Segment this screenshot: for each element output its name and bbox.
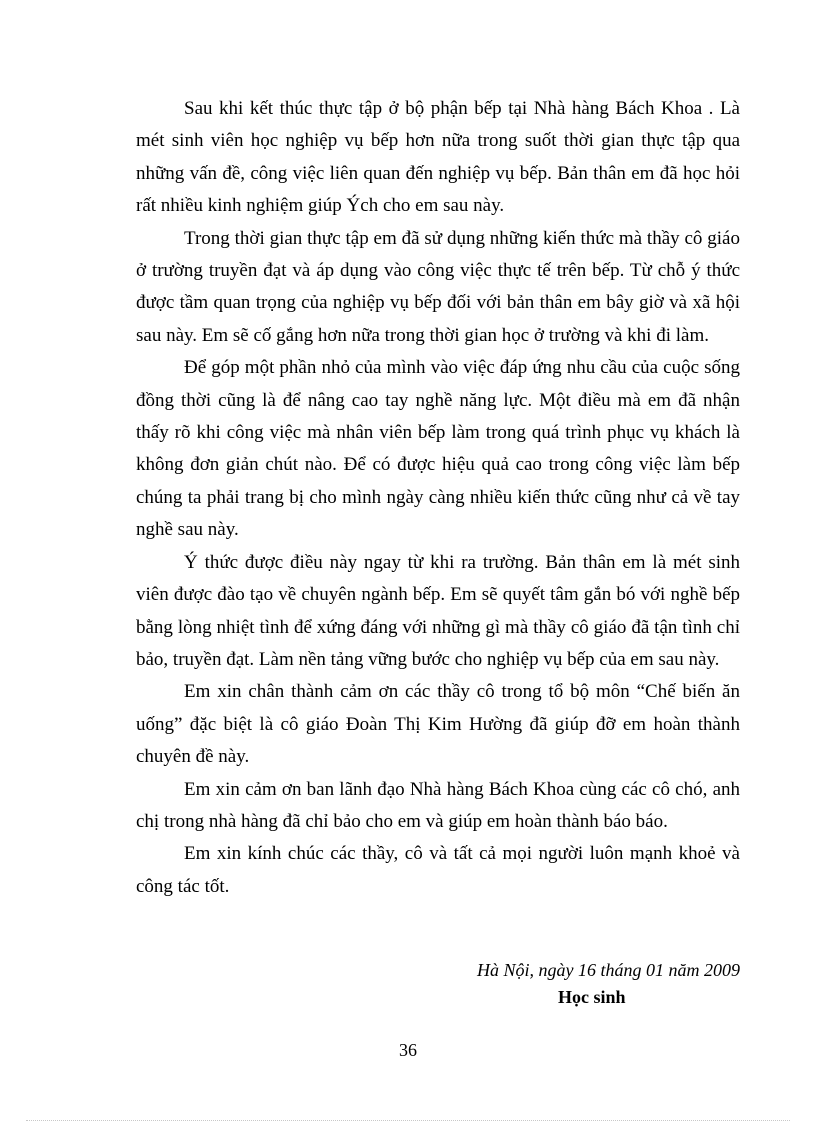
paragraph: Em xin kính chúc các thầy, cô và tất cả mọi người luôn mạnh khoẻ và công tác tốt. xyxy=(136,843,740,897)
page-number: 36 xyxy=(399,1040,417,1060)
paragraph: Trong thời gian thực tập em đã sử dụng những kiến thức mà thầy cô giáo ở trường truyền đạt và áp dụng vào công việc thực tế trên bếp. Từ chỗ ý thức được tầm quan trọng của nghiệp vụ bếp đối với bản thân em bây giờ và xã hội sau này. Em sẽ cố gắng hơn nữa trong thời gian học ở trường và khi đi làm. xyxy=(136,227,740,346)
body-text xyxy=(136,93,740,903)
paragraph: Em xin chân thành cảm ơn các thầy cô trong tổ bộ môn “Chế biến ăn uống” đặc biệt là cô giáo Đoàn Thị Kim Hường đã giúp đỡ em hoàn thành chuyên đề này. xyxy=(136,681,740,768)
paragraph: Em xin cảm ơn ban lãnh đạo Nhà hàng Bách Khoa cùng các cô chó, anh chị trong nhà hàng đã chỉ bảo cho em và giúp em hoàn thành báo báo. xyxy=(136,778,740,832)
footer-divider xyxy=(26,1120,790,1121)
date-line: Hà Nội, ngày 16 tháng 01 năm 2009 xyxy=(477,960,740,980)
paragraph: Để góp một phần nhỏ của mình vào việc đáp ứng nhu cầu của cuộc sống đồng thời cũng là để nâng cao tay nghề năng lực. Một điều mà em đã nhận thấy rõ khi công việc mà nhân viên bếp làm trong quá trình phục vụ khách là không đơn giản chút nào. Để có được hiệu quả cao trong công việc làm bếp chúng ta phải trang bị cho mình ngày càng nhiều kiến thức cũng như cả về tay nghề sau này. xyxy=(136,357,740,541)
paragraph: Ý thức được điều này ngay từ khi ra trường. Bản thân em là mét sinh viên được đào tạo về chuyên ngành bếp. Em sẽ quyết tâm gắn bó với nghề bếp bằng lòng nhiệt tình để xứng đáng với những gì mà thầy cô giáo đã tận tình chỉ bảo, truyền đạt. Làm nền tảng vững bước cho nghiệp vụ bếp của em sau này. xyxy=(136,551,740,670)
signer-title: Học sinh xyxy=(558,987,626,1007)
paragraph: Sau khi kết thúc thực tập ở bộ phận bếp tại Nhà hàng Bách Khoa . Là mét sinh viên học nghiệp vụ bếp hơn nữa trong suốt thời gian thực tập qua những vấn đề, công việc liên quan đến nghiệp vụ bếp. Bản thân em đã học hỏi rất nhiều kinh nghiệm giúp Ých cho em sau này. xyxy=(136,98,740,217)
signature-block xyxy=(136,958,740,1007)
